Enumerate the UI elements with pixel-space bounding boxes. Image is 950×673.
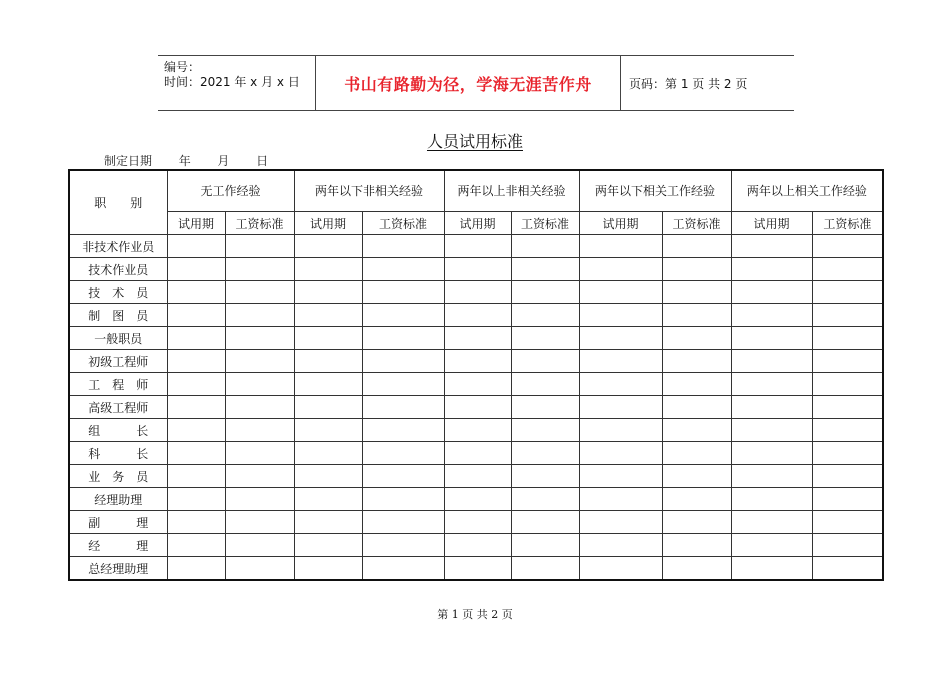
probation-period-cell[interactable]	[167, 419, 225, 442]
probation-period-cell[interactable]	[579, 281, 662, 304]
probation-period-cell[interactable]	[444, 281, 511, 304]
probation-period-cell[interactable]	[294, 557, 362, 581]
salary-standard-cell[interactable]	[362, 327, 444, 350]
salary-standard-cell[interactable]	[225, 327, 294, 350]
salary-standard-header: 工资标准	[225, 212, 294, 235]
probation-period-cell[interactable]	[294, 373, 362, 396]
salary-standard-cell[interactable]	[812, 488, 883, 511]
salary-standard-cell[interactable]	[812, 465, 883, 488]
salary-standard-cell[interactable]	[662, 396, 731, 419]
probation-period-cell[interactable]	[167, 281, 225, 304]
probation-period-cell[interactable]	[167, 534, 225, 557]
probation-period-cell[interactable]	[294, 258, 362, 281]
salary-standard-cell[interactable]	[511, 350, 579, 373]
probation-period-cell[interactable]	[444, 419, 511, 442]
probation-period-cell[interactable]	[579, 396, 662, 419]
position-name-cell: 副 理	[69, 511, 167, 534]
salary-standard-cell[interactable]	[812, 350, 883, 373]
salary-standard-cell[interactable]	[225, 350, 294, 373]
probation-period-cell[interactable]	[731, 373, 812, 396]
salary-standard-cell[interactable]	[812, 511, 883, 534]
probation-period-cell[interactable]	[294, 442, 362, 465]
probation-period-cell[interactable]	[444, 235, 511, 258]
document-title-text: 人员试用标准	[426, 132, 523, 151]
table-row	[69, 488, 883, 511]
salary-standard-cell[interactable]	[662, 281, 731, 304]
salary-standard-cell[interactable]	[362, 373, 444, 396]
salary-standard-cell[interactable]	[662, 327, 731, 350]
salary-standard-cell[interactable]	[812, 396, 883, 419]
time-label: 时间：2021 年 x 月 x 日	[164, 75, 300, 89]
probation-period-header: 试用期	[444, 212, 511, 235]
table-row	[69, 419, 883, 442]
table-row	[69, 511, 883, 534]
document-header	[158, 55, 794, 111]
salary-standard-cell[interactable]	[225, 304, 294, 327]
header-meta	[158, 56, 315, 110]
salary-standard-cell[interactable]	[511, 327, 579, 350]
table-header-row-sub	[69, 212, 883, 235]
probation-period-cell[interactable]	[579, 442, 662, 465]
salary-standard-header: 工资标准	[662, 212, 731, 235]
header-motto: 书山有路勤为径，学海无涯苦作舟	[315, 56, 621, 110]
salary-standard-cell[interactable]	[511, 281, 579, 304]
salary-standard-cell[interactable]	[812, 373, 883, 396]
salary-standard-cell[interactable]	[812, 235, 883, 258]
probation-period-cell[interactable]	[167, 557, 225, 581]
table-body	[69, 235, 883, 581]
probation-period-cell[interactable]	[167, 327, 225, 350]
probation-period-cell[interactable]	[444, 350, 511, 373]
salary-standard-cell[interactable]	[362, 304, 444, 327]
probation-period-cell[interactable]	[294, 304, 362, 327]
salary-standard-cell[interactable]	[511, 534, 579, 557]
salary-standard-cell[interactable]	[812, 419, 883, 442]
probation-period-cell[interactable]	[731, 235, 812, 258]
salary-standard-cell[interactable]	[812, 258, 883, 281]
salary-standard-cell[interactable]	[511, 511, 579, 534]
table-row	[69, 557, 883, 581]
number-label: 编号：	[164, 60, 201, 74]
probation-period-cell[interactable]	[444, 373, 511, 396]
position-name-cell: 科 长	[69, 442, 167, 465]
salary-standard-cell[interactable]	[362, 419, 444, 442]
salary-standard-cell[interactable]	[511, 465, 579, 488]
salary-standard-cell[interactable]	[362, 235, 444, 258]
probation-period-cell[interactable]	[167, 465, 225, 488]
salary-standard-cell[interactable]	[362, 281, 444, 304]
probation-period-cell[interactable]	[731, 557, 812, 581]
salary-standard-cell[interactable]	[362, 442, 444, 465]
position-name-cell: 制 图 员	[69, 304, 167, 327]
probation-period-cell[interactable]	[731, 465, 812, 488]
header-page-info: 页码：第 1 页 共 2 页	[629, 76, 748, 91]
position-name-cell: 经 理	[69, 534, 167, 557]
table-row	[69, 281, 883, 304]
salary-standard-cell[interactable]	[362, 258, 444, 281]
salary-standard-cell[interactable]	[511, 235, 579, 258]
salary-standard-cell[interactable]	[812, 281, 883, 304]
salary-standard-cell[interactable]	[662, 442, 731, 465]
salary-standard-cell[interactable]	[225, 281, 294, 304]
probation-period-cell[interactable]	[579, 373, 662, 396]
probation-period-cell[interactable]	[167, 235, 225, 258]
date-line: 制定日期 年 月 日	[104, 154, 269, 168]
salary-standard-cell[interactable]	[662, 511, 731, 534]
salary-standard-cell[interactable]	[511, 373, 579, 396]
salary-standard-cell[interactable]	[662, 350, 731, 373]
position-name-cell: 技 术 员	[69, 281, 167, 304]
salary-standard-cell[interactable]	[225, 258, 294, 281]
salary-standard-cell[interactable]	[225, 419, 294, 442]
table-row	[69, 235, 883, 258]
salary-standard-cell[interactable]	[511, 258, 579, 281]
salary-standard-cell[interactable]	[225, 373, 294, 396]
probation-period-cell[interactable]	[444, 488, 511, 511]
probation-period-cell[interactable]	[444, 442, 511, 465]
salary-standard-cell[interactable]	[511, 442, 579, 465]
probation-period-cell[interactable]	[731, 350, 812, 373]
probation-period-cell[interactable]	[294, 350, 362, 373]
salary-standard-cell[interactable]	[511, 396, 579, 419]
probation-period-header: 试用期	[294, 212, 362, 235]
probation-period-cell[interactable]	[167, 304, 225, 327]
probation-period-cell[interactable]	[444, 327, 511, 350]
probation-period-cell[interactable]	[731, 488, 812, 511]
probation-period-cell[interactable]	[731, 511, 812, 534]
salary-standard-cell[interactable]	[662, 235, 731, 258]
probation-period-header: 试用期	[579, 212, 662, 235]
salary-standard-cell[interactable]	[362, 396, 444, 419]
probation-period-cell[interactable]	[294, 488, 362, 511]
probation-period-cell[interactable]	[444, 511, 511, 534]
table-row	[69, 534, 883, 557]
salary-standard-cell[interactable]	[662, 465, 731, 488]
probation-period-cell[interactable]	[579, 258, 662, 281]
probation-period-cell[interactable]	[579, 327, 662, 350]
table-row	[69, 327, 883, 350]
position-header: 职 别	[69, 170, 167, 235]
probation-period-cell[interactable]	[579, 557, 662, 581]
position-name-cell: 一般职员	[69, 327, 167, 350]
salary-standard-cell[interactable]	[362, 534, 444, 557]
salary-standard-cell[interactable]	[225, 534, 294, 557]
salary-standard-cell[interactable]	[511, 419, 579, 442]
salary-standard-cell[interactable]	[225, 396, 294, 419]
probation-period-cell[interactable]	[294, 419, 362, 442]
probation-standards-table	[68, 169, 884, 581]
probation-period-cell[interactable]	[731, 304, 812, 327]
probation-period-cell[interactable]	[444, 534, 511, 557]
table-row	[69, 396, 883, 419]
probation-period-cell[interactable]	[731, 419, 812, 442]
probation-period-cell[interactable]	[444, 396, 511, 419]
probation-period-cell[interactable]	[731, 442, 812, 465]
probation-period-cell[interactable]	[167, 488, 225, 511]
probation-period-cell[interactable]	[579, 419, 662, 442]
salary-standard-cell[interactable]	[511, 304, 579, 327]
position-name-cell: 非技术作业员	[69, 235, 167, 258]
salary-standard-cell[interactable]	[662, 557, 731, 581]
position-name-cell: 初级工程师	[69, 350, 167, 373]
salary-standard-cell[interactable]	[362, 511, 444, 534]
salary-standard-cell[interactable]	[662, 304, 731, 327]
probation-period-cell[interactable]	[294, 396, 362, 419]
probation-period-cell[interactable]	[167, 511, 225, 534]
probation-period-cell[interactable]	[731, 258, 812, 281]
salary-standard-cell[interactable]	[225, 511, 294, 534]
salary-standard-cell[interactable]	[225, 465, 294, 488]
probation-period-cell[interactable]	[731, 327, 812, 350]
group-header: 两年以上相关工作经验	[731, 170, 883, 212]
salary-standard-cell[interactable]	[812, 327, 883, 350]
probation-period-cell[interactable]	[731, 534, 812, 557]
page-footer: 第 1 页 共 2 页	[437, 608, 513, 621]
probation-period-cell[interactable]	[167, 258, 225, 281]
probation-period-cell[interactable]	[167, 442, 225, 465]
probation-period-cell[interactable]	[444, 465, 511, 488]
salary-standard-cell[interactable]	[511, 488, 579, 511]
position-name-cell: 业 务 员	[69, 465, 167, 488]
salary-standard-cell[interactable]	[511, 557, 579, 581]
group-header: 无工作经验	[167, 170, 294, 212]
position-name-cell: 总经理助理	[69, 557, 167, 581]
salary-standard-cell[interactable]	[662, 258, 731, 281]
group-header: 两年以上非相关经验	[444, 170, 579, 212]
probation-period-cell[interactable]	[444, 258, 511, 281]
salary-standard-cell[interactable]	[662, 419, 731, 442]
table-row	[69, 442, 883, 465]
probation-period-cell[interactable]	[167, 396, 225, 419]
salary-standard-cell[interactable]	[662, 488, 731, 511]
probation-period-cell[interactable]	[294, 511, 362, 534]
position-name-cell: 组 长	[69, 419, 167, 442]
probation-period-cell[interactable]	[294, 465, 362, 488]
salary-standard-header: 工资标准	[362, 212, 444, 235]
salary-standard-cell[interactable]	[225, 235, 294, 258]
salary-standard-cell[interactable]	[362, 465, 444, 488]
probation-period-cell[interactable]	[167, 373, 225, 396]
table-row	[69, 258, 883, 281]
probation-period-cell[interactable]	[579, 511, 662, 534]
probation-period-cell[interactable]	[444, 304, 511, 327]
probation-period-cell[interactable]	[579, 304, 662, 327]
group-header: 两年以下非相关经验	[294, 170, 444, 212]
table-row	[69, 350, 883, 373]
table-row	[69, 373, 883, 396]
probation-period-cell[interactable]	[579, 465, 662, 488]
document-title	[0, 129, 950, 152]
probation-period-header: 试用期	[731, 212, 812, 235]
probation-period-cell[interactable]	[579, 350, 662, 373]
salary-standard-cell[interactable]	[812, 442, 883, 465]
salary-standard-header: 工资标准	[511, 212, 579, 235]
salary-standard-cell[interactable]	[362, 350, 444, 373]
probation-period-cell[interactable]	[294, 534, 362, 557]
salary-standard-cell[interactable]	[662, 373, 731, 396]
probation-period-cell[interactable]	[294, 235, 362, 258]
salary-standard-cell[interactable]	[225, 557, 294, 581]
group-header: 两年以下相关工作经验	[579, 170, 731, 212]
probation-period-header: 试用期	[167, 212, 225, 235]
salary-standard-cell[interactable]	[812, 557, 883, 581]
position-name-cell: 技术作业员	[69, 258, 167, 281]
salary-standard-header: 工资标准	[812, 212, 883, 235]
position-name-cell: 高级工程师	[69, 396, 167, 419]
table-header-row-groups	[69, 170, 883, 212]
probation-period-cell[interactable]	[731, 396, 812, 419]
salary-standard-cell[interactable]	[362, 488, 444, 511]
probation-period-cell[interactable]	[579, 488, 662, 511]
salary-standard-cell[interactable]	[812, 534, 883, 557]
position-name-cell: 经理助理	[69, 488, 167, 511]
probation-period-cell[interactable]	[294, 327, 362, 350]
salary-standard-cell[interactable]	[362, 557, 444, 581]
probation-period-cell[interactable]	[731, 281, 812, 304]
table-row	[69, 465, 883, 488]
probation-period-cell[interactable]	[294, 281, 362, 304]
table-row	[69, 304, 883, 327]
probation-period-cell[interactable]	[579, 235, 662, 258]
probation-period-cell[interactable]	[579, 534, 662, 557]
salary-standard-cell[interactable]	[225, 442, 294, 465]
probation-period-cell[interactable]	[444, 557, 511, 581]
salary-standard-cell[interactable]	[662, 534, 731, 557]
probation-period-cell[interactable]	[167, 350, 225, 373]
position-name-cell: 工 程 师	[69, 373, 167, 396]
salary-standard-cell[interactable]	[812, 304, 883, 327]
salary-standard-cell[interactable]	[225, 488, 294, 511]
